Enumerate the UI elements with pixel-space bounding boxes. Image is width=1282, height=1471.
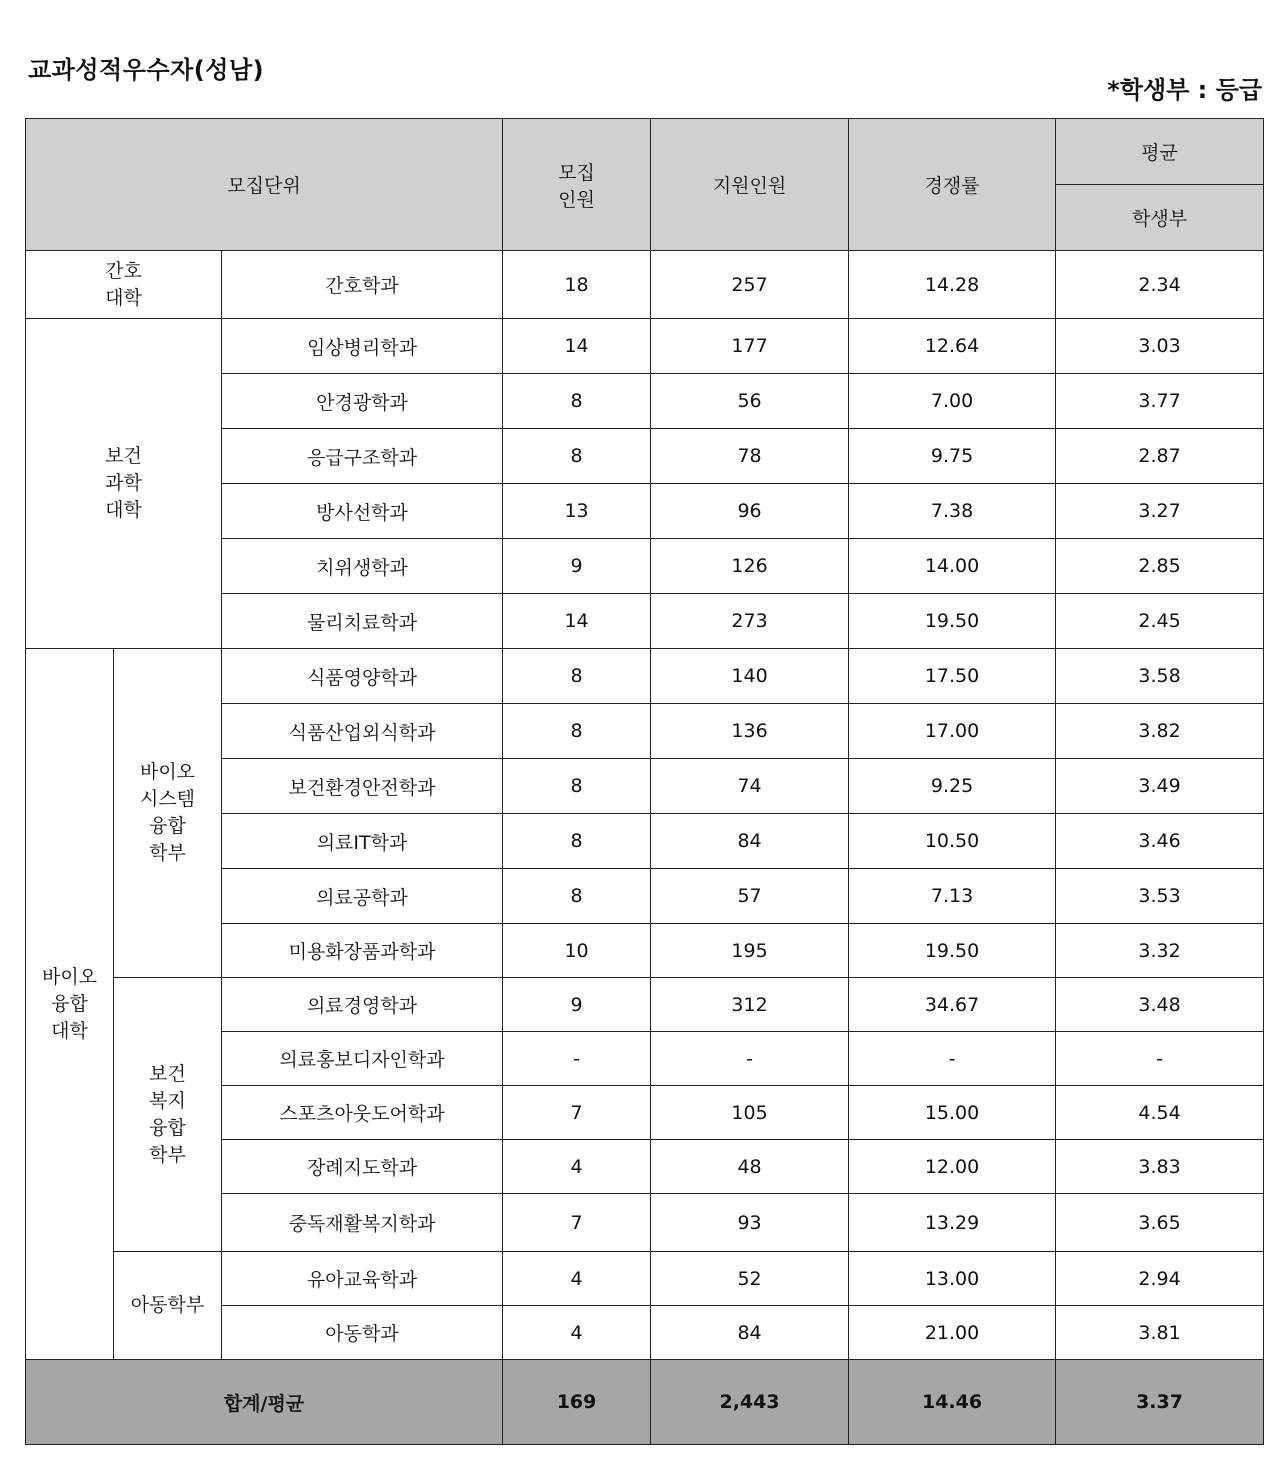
dept-cell: 미용화장품과학과 — [222, 924, 503, 978]
quota-cell: 8 — [503, 759, 651, 814]
applicants-cell: 56 — [651, 374, 849, 429]
applicants-cell: 57 — [651, 869, 849, 924]
ratio-cell: - — [849, 1032, 1056, 1086]
applicants-cell: 126 — [651, 539, 849, 594]
applicants-cell: 52 — [651, 1252, 849, 1306]
quota-cell: 14 — [503, 319, 651, 374]
quota-cell: 8 — [503, 869, 651, 924]
applicants-cell: 105 — [651, 1086, 849, 1140]
quota-cell: 8 — [503, 649, 651, 704]
applicants-cell: 273 — [651, 594, 849, 649]
quota-cell: 9 — [503, 978, 651, 1032]
group-child: 아동학부 — [114, 1252, 222, 1360]
quota-cell: 9 — [503, 539, 651, 594]
dept-cell: 물리치료학과 — [222, 594, 503, 649]
applicants-cell: 84 — [651, 1306, 849, 1360]
applicants-cell: 78 — [651, 429, 849, 484]
grade-cell: 2.45 — [1056, 594, 1264, 649]
quota-cell: 18 — [503, 251, 651, 319]
grade-cell: - — [1056, 1032, 1264, 1086]
ratio-cell: 10.50 — [849, 814, 1056, 869]
grade-cell: 3.65 — [1056, 1194, 1264, 1252]
ratio-cell: 7.13 — [849, 869, 1056, 924]
group-bio-convergence: 바이오 융합 대학 — [26, 649, 114, 1360]
quota-cell: - — [503, 1032, 651, 1086]
ratio-cell: 34.67 — [849, 978, 1056, 1032]
header-applicants: 지원인원 — [651, 119, 849, 251]
ratio-cell: 21.00 — [849, 1306, 1056, 1360]
total-quota: 169 — [503, 1360, 651, 1445]
ratio-cell: 17.50 — [849, 649, 1056, 704]
quota-cell: 8 — [503, 814, 651, 869]
ratio-cell: 9.75 — [849, 429, 1056, 484]
grade-cell: 3.82 — [1056, 704, 1264, 759]
grade-cell: 4.54 — [1056, 1086, 1264, 1140]
applicants-cell: 177 — [651, 319, 849, 374]
ratio-cell: 12.00 — [849, 1140, 1056, 1194]
table-row — [26, 1252, 1264, 1306]
ratio-cell: 12.64 — [849, 319, 1056, 374]
dept-cell: 의료경영학과 — [222, 978, 503, 1032]
ratio-cell: 9.25 — [849, 759, 1056, 814]
applicants-cell: 312 — [651, 978, 849, 1032]
dept-cell: 장례지도학과 — [222, 1140, 503, 1194]
header-unit: 모집단위 — [26, 119, 503, 251]
group-health-welfare: 보건 복지 융합 학부 — [114, 978, 222, 1252]
ratio-cell: 7.00 — [849, 374, 1056, 429]
grade-cell: 3.27 — [1056, 484, 1264, 539]
ratio-cell: 13.29 — [849, 1194, 1056, 1252]
dept-cell: 간호학과 — [222, 251, 503, 319]
grade-note: *학생부 : 등급 — [1107, 76, 1262, 104]
dept-cell: 응급구조학과 — [222, 429, 503, 484]
total-ratio: 14.46 — [849, 1360, 1056, 1445]
applicants-cell: 84 — [651, 814, 849, 869]
quota-cell: 14 — [503, 594, 651, 649]
quota-cell: 4 — [503, 1252, 651, 1306]
dept-cell: 아동학과 — [222, 1306, 503, 1360]
page-title: 교과성적우수자(성남) — [28, 56, 265, 84]
dept-cell: 중독재활복지학과 — [222, 1194, 503, 1252]
quota-cell: 4 — [503, 1306, 651, 1360]
quota-cell: 8 — [503, 429, 651, 484]
dept-cell: 식품영양학과 — [222, 649, 503, 704]
quota-cell: 8 — [503, 704, 651, 759]
dept-cell: 방사선학과 — [222, 484, 503, 539]
ratio-cell: 14.28 — [849, 251, 1056, 319]
grade-cell: 3.77 — [1056, 374, 1264, 429]
grade-cell: 2.34 — [1056, 251, 1264, 319]
header-quota: 모집 인원 — [503, 119, 651, 251]
grade-cell: 3.53 — [1056, 869, 1264, 924]
applicants-cell: 140 — [651, 649, 849, 704]
table-row — [26, 649, 1264, 704]
dept-cell: 의료IT학과 — [222, 814, 503, 869]
grade-cell: 3.48 — [1056, 978, 1264, 1032]
dept-cell: 보건환경안전학과 — [222, 759, 503, 814]
dept-cell: 안경광학과 — [222, 374, 503, 429]
quota-cell: 4 — [503, 1140, 651, 1194]
admission-table — [25, 118, 1264, 1445]
total-applicants: 2,443 — [651, 1360, 849, 1445]
table-row — [26, 319, 1264, 374]
table-row — [26, 251, 1264, 319]
grade-cell: 3.58 — [1056, 649, 1264, 704]
applicants-cell: 136 — [651, 704, 849, 759]
quota-cell: 7 — [503, 1086, 651, 1140]
header-average: 평균 — [1056, 119, 1264, 185]
total-label: 합계/평균 — [26, 1360, 503, 1445]
applicants-cell: 96 — [651, 484, 849, 539]
dept-cell: 의료공학과 — [222, 869, 503, 924]
ratio-cell: 7.38 — [849, 484, 1056, 539]
ratio-cell: 19.50 — [849, 594, 1056, 649]
total-row — [26, 1360, 1264, 1445]
grade-cell: 2.85 — [1056, 539, 1264, 594]
grade-cell: 2.94 — [1056, 1252, 1264, 1306]
applicants-cell: 195 — [651, 924, 849, 978]
dept-cell: 스포츠아웃도어학과 — [222, 1086, 503, 1140]
applicants-cell: 257 — [651, 251, 849, 319]
grade-cell: 3.49 — [1056, 759, 1264, 814]
dept-cell: 임상병리학과 — [222, 319, 503, 374]
grade-cell: 3.03 — [1056, 319, 1264, 374]
ratio-cell: 17.00 — [849, 704, 1056, 759]
grade-cell: 3.81 — [1056, 1306, 1264, 1360]
dept-cell: 의료홍보디자인학과 — [222, 1032, 503, 1086]
ratio-cell: 19.50 — [849, 924, 1056, 978]
applicants-cell: - — [651, 1032, 849, 1086]
table-row — [26, 978, 1264, 1032]
group-bio-system: 바이오 시스템 융합 학부 — [114, 649, 222, 978]
group-nursing: 간호 대학 — [26, 251, 222, 319]
header-ratio: 경쟁률 — [849, 119, 1056, 251]
quota-cell: 8 — [503, 374, 651, 429]
grade-cell: 3.46 — [1056, 814, 1264, 869]
quota-cell: 7 — [503, 1194, 651, 1252]
applicants-cell: 48 — [651, 1140, 849, 1194]
header-record: 학생부 — [1056, 185, 1264, 251]
applicants-cell: 93 — [651, 1194, 849, 1252]
total-grade: 3.37 — [1056, 1360, 1264, 1445]
quota-cell: 10 — [503, 924, 651, 978]
ratio-cell: 15.00 — [849, 1086, 1056, 1140]
applicants-cell: 74 — [651, 759, 849, 814]
grade-cell: 2.87 — [1056, 429, 1264, 484]
dept-cell: 식품산업외식학과 — [222, 704, 503, 759]
dept-cell: 치위생학과 — [222, 539, 503, 594]
grade-cell: 3.83 — [1056, 1140, 1264, 1194]
ratio-cell: 14.00 — [849, 539, 1056, 594]
ratio-cell: 13.00 — [849, 1252, 1056, 1306]
grade-cell: 3.32 — [1056, 924, 1264, 978]
quota-cell: 13 — [503, 484, 651, 539]
group-health-science: 보건 과학 대학 — [26, 319, 222, 649]
dept-cell: 유아교육학과 — [222, 1252, 503, 1306]
